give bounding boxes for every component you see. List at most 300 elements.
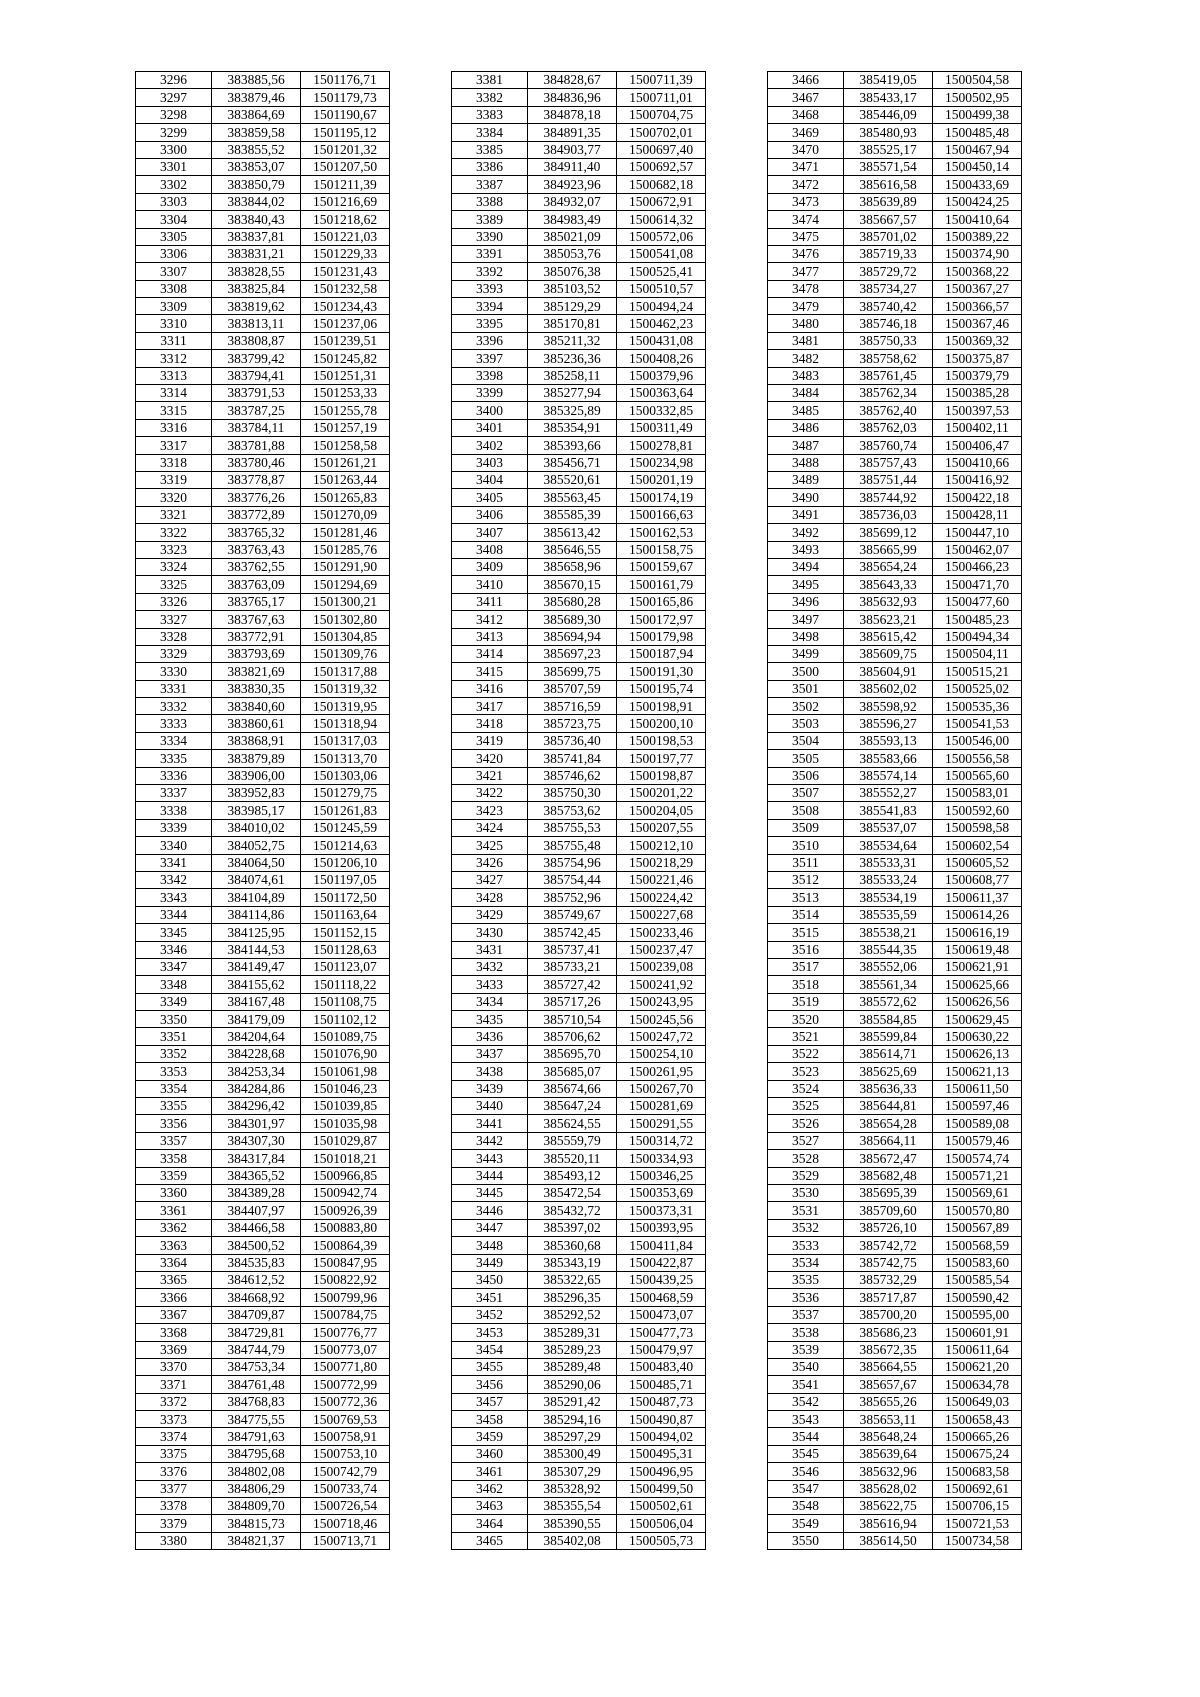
x-coordinate-cell: 384729,81 [212, 1324, 301, 1341]
table-row [136, 141, 390, 158]
y-coordinate-cell: 1500485,23 [933, 611, 1022, 628]
table-row [768, 924, 1022, 941]
point-number-cell: 3535 [768, 1271, 844, 1288]
point-number-cell: 3420 [452, 750, 528, 767]
table-row [136, 541, 390, 558]
table-row [768, 332, 1022, 349]
x-coordinate-cell: 383853,07 [212, 158, 301, 175]
x-coordinate-cell: 385277,94 [528, 385, 617, 402]
x-coordinate-cell: 385390,55 [528, 1515, 617, 1532]
y-coordinate-cell: 1501128,63 [301, 941, 390, 958]
x-coordinate-cell: 383781,88 [212, 437, 301, 454]
x-coordinate-cell: 385719,33 [844, 245, 933, 262]
x-coordinate-cell: 384149,47 [212, 958, 301, 975]
x-coordinate-cell: 385534,64 [844, 837, 933, 854]
x-coordinate-cell: 385628,02 [844, 1480, 933, 1497]
point-number-cell: 3377 [136, 1480, 212, 1497]
point-number-cell: 3314 [136, 385, 212, 402]
y-coordinate-cell: 1501076,90 [301, 1045, 390, 1062]
point-number-cell: 3386 [452, 158, 528, 175]
y-coordinate-cell: 1500711,01 [617, 89, 706, 106]
table-row [768, 1271, 1022, 1288]
point-number-cell: 3422 [452, 785, 528, 802]
y-coordinate-cell: 1500200,10 [617, 715, 706, 732]
y-coordinate-cell: 1501261,83 [301, 802, 390, 819]
table-row [768, 193, 1022, 210]
x-coordinate-cell: 384903,77 [528, 141, 617, 158]
table-row [136, 1289, 390, 1306]
point-number-cell: 3485 [768, 402, 844, 419]
table-row [452, 1411, 706, 1428]
y-coordinate-cell: 1500629,45 [933, 1011, 1022, 1028]
point-number-cell: 3412 [452, 611, 528, 628]
point-number-cell: 3512 [768, 871, 844, 888]
y-coordinate-cell: 1500772,99 [301, 1376, 390, 1393]
y-coordinate-cell: 1501317,03 [301, 732, 390, 749]
y-coordinate-cell: 1501279,75 [301, 785, 390, 802]
y-coordinate-cell: 1500363,64 [617, 385, 706, 402]
y-coordinate-cell: 1500742,79 [301, 1463, 390, 1480]
table-row [452, 419, 706, 436]
x-coordinate-cell: 385559,79 [528, 1132, 617, 1149]
table-row [136, 1115, 390, 1132]
x-coordinate-cell: 385750,30 [528, 785, 617, 802]
table-row [136, 315, 390, 332]
table-row [452, 1219, 706, 1236]
x-coordinate-cell: 385736,03 [844, 506, 933, 523]
point-number-cell: 3537 [768, 1306, 844, 1323]
table-row [136, 558, 390, 575]
x-coordinate-cell: 385170,81 [528, 315, 617, 332]
y-coordinate-cell: 1501300,21 [301, 593, 390, 610]
x-coordinate-cell: 384891,35 [528, 124, 617, 141]
y-coordinate-cell: 1500397,53 [933, 402, 1022, 419]
x-coordinate-cell: 385648,24 [844, 1428, 933, 1445]
x-coordinate-cell: 385665,99 [844, 541, 933, 558]
y-coordinate-cell: 1500172,97 [617, 611, 706, 628]
x-coordinate-cell: 383985,17 [212, 802, 301, 819]
table-row [136, 158, 390, 175]
point-number-cell: 3380 [136, 1532, 212, 1549]
table-row [136, 1306, 390, 1323]
point-number-cell: 3492 [768, 524, 844, 541]
x-coordinate-cell: 385493,12 [528, 1167, 617, 1184]
y-coordinate-cell: 1500734,58 [933, 1532, 1022, 1549]
point-number-cell: 3339 [136, 819, 212, 836]
point-number-cell: 3424 [452, 819, 528, 836]
y-coordinate-cell: 1500485,48 [933, 124, 1022, 141]
point-number-cell: 3414 [452, 645, 528, 662]
table-row [136, 576, 390, 593]
table-row [136, 993, 390, 1010]
x-coordinate-cell: 384795,68 [212, 1445, 301, 1462]
point-number-cell: 3410 [452, 576, 528, 593]
y-coordinate-cell: 1501102,12 [301, 1011, 390, 1028]
y-coordinate-cell: 1500373,31 [617, 1202, 706, 1219]
y-coordinate-cell: 1500611,50 [933, 1080, 1022, 1097]
table-row [136, 698, 390, 715]
point-number-cell: 3455 [452, 1358, 528, 1375]
point-number-cell: 3533 [768, 1237, 844, 1254]
y-coordinate-cell: 1501195,12 [301, 124, 390, 141]
point-number-cell: 3352 [136, 1045, 212, 1062]
table-row [768, 1324, 1022, 1341]
y-coordinate-cell: 1500334,93 [617, 1150, 706, 1167]
table-row [768, 1358, 1022, 1375]
y-coordinate-cell: 1500204,05 [617, 802, 706, 819]
y-coordinate-cell: 1501253,33 [301, 385, 390, 402]
point-number-cell: 3383 [452, 106, 528, 123]
table-row [452, 1150, 706, 1167]
x-coordinate-cell: 384074,61 [212, 871, 301, 888]
table-row [452, 645, 706, 662]
table-row [136, 211, 390, 228]
point-number-cell: 3494 [768, 558, 844, 575]
table-row [452, 1358, 706, 1375]
table-row [768, 750, 1022, 767]
y-coordinate-cell: 1500495,31 [617, 1445, 706, 1462]
table-row [768, 367, 1022, 384]
y-coordinate-cell: 1500569,61 [933, 1185, 1022, 1202]
y-coordinate-cell: 1500682,18 [617, 176, 706, 193]
y-coordinate-cell: 1500422,18 [933, 489, 1022, 506]
y-coordinate-cell: 1501258,58 [301, 437, 390, 454]
x-coordinate-cell: 383762,55 [212, 558, 301, 575]
table-row [452, 280, 706, 297]
point-number-cell: 3441 [452, 1115, 528, 1132]
y-coordinate-cell: 1500590,42 [933, 1289, 1022, 1306]
x-coordinate-cell: 385680,28 [528, 593, 617, 610]
table-row [768, 1376, 1022, 1393]
point-number-cell: 3360 [136, 1185, 212, 1202]
x-coordinate-cell: 385572,62 [844, 993, 933, 1010]
table-row [136, 367, 390, 384]
table-row [136, 611, 390, 628]
y-coordinate-cell: 1500614,26 [933, 906, 1022, 923]
y-coordinate-cell: 1500579,46 [933, 1132, 1022, 1149]
table-row [452, 437, 706, 454]
x-coordinate-cell: 385541,83 [844, 802, 933, 819]
x-coordinate-cell: 384815,73 [212, 1515, 301, 1532]
y-coordinate-cell: 1500477,73 [617, 1324, 706, 1341]
y-coordinate-cell: 1500799,96 [301, 1289, 390, 1306]
point-number-cell: 3480 [768, 315, 844, 332]
x-coordinate-cell: 385706,62 [528, 1028, 617, 1045]
x-coordinate-cell: 385446,09 [844, 106, 933, 123]
table-row [452, 1341, 706, 1358]
x-coordinate-cell: 385021,09 [528, 228, 617, 245]
y-coordinate-cell: 1500161,79 [617, 576, 706, 593]
y-coordinate-cell: 1500585,54 [933, 1271, 1022, 1288]
point-number-cell: 3310 [136, 315, 212, 332]
y-coordinate-cell: 1500247,72 [617, 1028, 706, 1045]
table-row [452, 524, 706, 541]
y-coordinate-cell: 1501089,75 [301, 1028, 390, 1045]
table-row [768, 124, 1022, 141]
point-number-cell: 3391 [452, 245, 528, 262]
y-coordinate-cell: 1501245,82 [301, 350, 390, 367]
table-row [452, 1185, 706, 1202]
x-coordinate-cell: 385658,96 [528, 558, 617, 575]
y-coordinate-cell: 1500332,85 [617, 402, 706, 419]
y-coordinate-cell: 1501229,33 [301, 245, 390, 262]
point-number-cell: 3529 [768, 1167, 844, 1184]
point-number-cell: 3473 [768, 193, 844, 210]
table-row [768, 489, 1022, 506]
y-coordinate-cell: 1500611,37 [933, 889, 1022, 906]
point-number-cell: 3478 [768, 280, 844, 297]
y-coordinate-cell: 1500198,53 [617, 732, 706, 749]
y-coordinate-cell: 1500634,78 [933, 1376, 1022, 1393]
point-number-cell: 3326 [136, 593, 212, 610]
x-coordinate-cell: 384828,67 [528, 72, 617, 89]
y-coordinate-cell: 1501152,15 [301, 924, 390, 941]
y-coordinate-cell: 1500625,66 [933, 976, 1022, 993]
point-number-cell: 3325 [136, 576, 212, 593]
point-number-cell: 3479 [768, 298, 844, 315]
point-number-cell: 3448 [452, 1237, 528, 1254]
x-coordinate-cell: 385699,75 [528, 663, 617, 680]
y-coordinate-cell: 1500353,69 [617, 1185, 706, 1202]
table-row [136, 1028, 390, 1045]
point-number-cell: 3404 [452, 471, 528, 488]
table-row [768, 611, 1022, 628]
point-number-cell: 3440 [452, 1098, 528, 1115]
point-number-cell: 3470 [768, 141, 844, 158]
y-coordinate-cell: 1501294,69 [301, 576, 390, 593]
table-row [136, 663, 390, 680]
table-row [768, 89, 1022, 106]
point-number-cell: 3543 [768, 1411, 844, 1428]
x-coordinate-cell: 383793,69 [212, 645, 301, 662]
x-coordinate-cell: 385755,53 [528, 819, 617, 836]
point-number-cell: 3486 [768, 419, 844, 436]
table-row [768, 315, 1022, 332]
x-coordinate-cell: 385613,42 [528, 524, 617, 541]
x-coordinate-cell: 385726,10 [844, 1219, 933, 1236]
point-number-cell: 3296 [136, 72, 212, 89]
point-number-cell: 3526 [768, 1115, 844, 1132]
table-row [452, 1202, 706, 1219]
x-coordinate-cell: 385624,55 [528, 1115, 617, 1132]
point-number-cell: 3452 [452, 1306, 528, 1323]
point-number-cell: 3324 [136, 558, 212, 575]
table-row [136, 1498, 390, 1515]
y-coordinate-cell: 1500447,10 [933, 524, 1022, 541]
table-row [136, 1393, 390, 1410]
y-coordinate-cell: 1500487,73 [617, 1393, 706, 1410]
x-coordinate-cell: 385258,11 [528, 367, 617, 384]
table-row [768, 1045, 1022, 1062]
y-coordinate-cell: 1500245,56 [617, 1011, 706, 1028]
table-row [452, 1115, 706, 1132]
point-number-cell: 3432 [452, 958, 528, 975]
point-number-cell: 3465 [452, 1532, 528, 1549]
point-number-cell: 3306 [136, 245, 212, 262]
point-number-cell: 3423 [452, 802, 528, 819]
point-number-cell: 3436 [452, 1028, 528, 1045]
x-coordinate-cell: 384744,79 [212, 1341, 301, 1358]
y-coordinate-cell: 1500367,46 [933, 315, 1022, 332]
point-number-cell: 3499 [768, 645, 844, 662]
point-number-cell: 3346 [136, 941, 212, 958]
y-coordinate-cell: 1500541,08 [617, 245, 706, 262]
x-coordinate-cell: 385397,02 [528, 1219, 617, 1236]
y-coordinate-cell: 1500187,94 [617, 645, 706, 662]
y-coordinate-cell: 1500626,56 [933, 993, 1022, 1010]
x-coordinate-cell: 385354,91 [528, 419, 617, 436]
point-number-cell: 3305 [136, 228, 212, 245]
point-number-cell: 3457 [452, 1393, 528, 1410]
y-coordinate-cell: 1500597,46 [933, 1098, 1022, 1115]
y-coordinate-cell: 1500541,53 [933, 715, 1022, 732]
y-coordinate-cell: 1501035,98 [301, 1115, 390, 1132]
y-coordinate-cell: 1500431,08 [617, 332, 706, 349]
x-coordinate-cell: 385615,42 [844, 628, 933, 645]
x-coordinate-cell: 384791,63 [212, 1428, 301, 1445]
table-row [768, 906, 1022, 923]
table-row [136, 106, 390, 123]
x-coordinate-cell: 385737,41 [528, 941, 617, 958]
x-coordinate-cell: 385654,28 [844, 1115, 933, 1132]
point-number-cell: 3548 [768, 1498, 844, 1515]
point-number-cell: 3468 [768, 106, 844, 123]
x-coordinate-cell: 385623,21 [844, 611, 933, 628]
table-row [452, 871, 706, 888]
point-number-cell: 3500 [768, 663, 844, 680]
point-number-cell: 3536 [768, 1289, 844, 1306]
x-coordinate-cell: 385632,93 [844, 593, 933, 610]
table-row [768, 767, 1022, 784]
point-number-cell: 3491 [768, 506, 844, 523]
table-row [768, 176, 1022, 193]
point-number-cell: 3319 [136, 471, 212, 488]
point-number-cell: 3330 [136, 663, 212, 680]
table-row [768, 1393, 1022, 1410]
x-coordinate-cell: 383772,89 [212, 506, 301, 523]
point-number-cell: 3401 [452, 419, 528, 436]
y-coordinate-cell: 1500314,72 [617, 1132, 706, 1149]
point-number-cell: 3507 [768, 785, 844, 802]
point-number-cell: 3392 [452, 263, 528, 280]
point-number-cell: 3416 [452, 680, 528, 697]
table-row [136, 176, 390, 193]
point-number-cell: 3419 [452, 732, 528, 749]
x-coordinate-cell: 385525,17 [844, 141, 933, 158]
y-coordinate-cell: 1500718,46 [301, 1515, 390, 1532]
point-number-cell: 3336 [136, 767, 212, 784]
x-coordinate-cell: 385647,24 [528, 1098, 617, 1115]
x-coordinate-cell: 385701,02 [844, 228, 933, 245]
table-row [136, 924, 390, 941]
y-coordinate-cell: 1501261,21 [301, 454, 390, 471]
y-coordinate-cell: 1500254,10 [617, 1045, 706, 1062]
table-row [452, 750, 706, 767]
y-coordinate-cell: 1500212,10 [617, 837, 706, 854]
point-number-cell: 3418 [452, 715, 528, 732]
point-number-cell: 3409 [452, 558, 528, 575]
point-number-cell: 3304 [136, 211, 212, 228]
table-row [768, 576, 1022, 593]
table-row [452, 72, 706, 89]
x-coordinate-cell: 383791,53 [212, 385, 301, 402]
x-coordinate-cell: 385294,16 [528, 1411, 617, 1428]
table-row [136, 715, 390, 732]
point-number-cell: 3515 [768, 924, 844, 941]
point-number-cell: 3365 [136, 1271, 212, 1288]
table-row [768, 1115, 1022, 1132]
table-row [768, 558, 1022, 575]
y-coordinate-cell: 1500556,58 [933, 750, 1022, 767]
table-row [452, 489, 706, 506]
x-coordinate-cell: 385561,34 [844, 976, 933, 993]
table-row [768, 1254, 1022, 1271]
x-coordinate-cell: 385322,65 [528, 1271, 617, 1288]
point-number-cell: 3331 [136, 680, 212, 697]
y-coordinate-cell: 1500479,97 [617, 1341, 706, 1358]
x-coordinate-cell: 383864,69 [212, 106, 301, 123]
point-number-cell: 3341 [136, 854, 212, 871]
point-number-cell: 3369 [136, 1341, 212, 1358]
table-row [452, 698, 706, 715]
x-coordinate-cell: 385292,52 [528, 1306, 617, 1323]
x-coordinate-cell: 383799,42 [212, 350, 301, 367]
point-number-cell: 3544 [768, 1428, 844, 1445]
y-coordinate-cell: 1501239,51 [301, 332, 390, 349]
table-row [768, 628, 1022, 645]
x-coordinate-cell: 385710,54 [528, 1011, 617, 1028]
y-coordinate-cell: 1500261,95 [617, 1063, 706, 1080]
table-row [768, 72, 1022, 89]
table-row [768, 1167, 1022, 1184]
table-row [768, 802, 1022, 819]
point-number-cell: 3427 [452, 871, 528, 888]
table-row [452, 993, 706, 1010]
point-number-cell: 3501 [768, 680, 844, 697]
y-coordinate-cell: 1500468,59 [617, 1289, 706, 1306]
x-coordinate-cell: 385598,92 [844, 698, 933, 715]
x-coordinate-cell: 385655,26 [844, 1393, 933, 1410]
y-coordinate-cell: 1500174,19 [617, 489, 706, 506]
x-coordinate-cell: 385599,84 [844, 1028, 933, 1045]
y-coordinate-cell: 1500565,60 [933, 767, 1022, 784]
table-row [768, 941, 1022, 958]
x-coordinate-cell: 383850,79 [212, 176, 301, 193]
x-coordinate-cell: 385686,23 [844, 1324, 933, 1341]
y-coordinate-cell: 1500502,61 [617, 1498, 706, 1515]
table-row [136, 1428, 390, 1445]
table-row [768, 819, 1022, 836]
y-coordinate-cell: 1500198,87 [617, 767, 706, 784]
y-coordinate-cell: 1500942,74 [301, 1185, 390, 1202]
point-number-cell: 3384 [452, 124, 528, 141]
x-coordinate-cell: 385682,48 [844, 1167, 933, 1184]
table-row [768, 680, 1022, 697]
x-coordinate-cell: 385552,06 [844, 958, 933, 975]
x-coordinate-cell: 383794,41 [212, 367, 301, 384]
y-coordinate-cell: 1500769,53 [301, 1411, 390, 1428]
y-coordinate-cell: 1501190,67 [301, 106, 390, 123]
table-row [452, 889, 706, 906]
y-coordinate-cell: 1500198,91 [617, 698, 706, 715]
x-coordinate-cell: 384923,96 [528, 176, 617, 193]
y-coordinate-cell: 1501163,64 [301, 906, 390, 923]
y-coordinate-cell: 1500195,74 [617, 680, 706, 697]
point-number-cell: 3345 [136, 924, 212, 941]
point-number-cell: 3495 [768, 576, 844, 593]
point-number-cell: 3301 [136, 158, 212, 175]
table-row [136, 471, 390, 488]
